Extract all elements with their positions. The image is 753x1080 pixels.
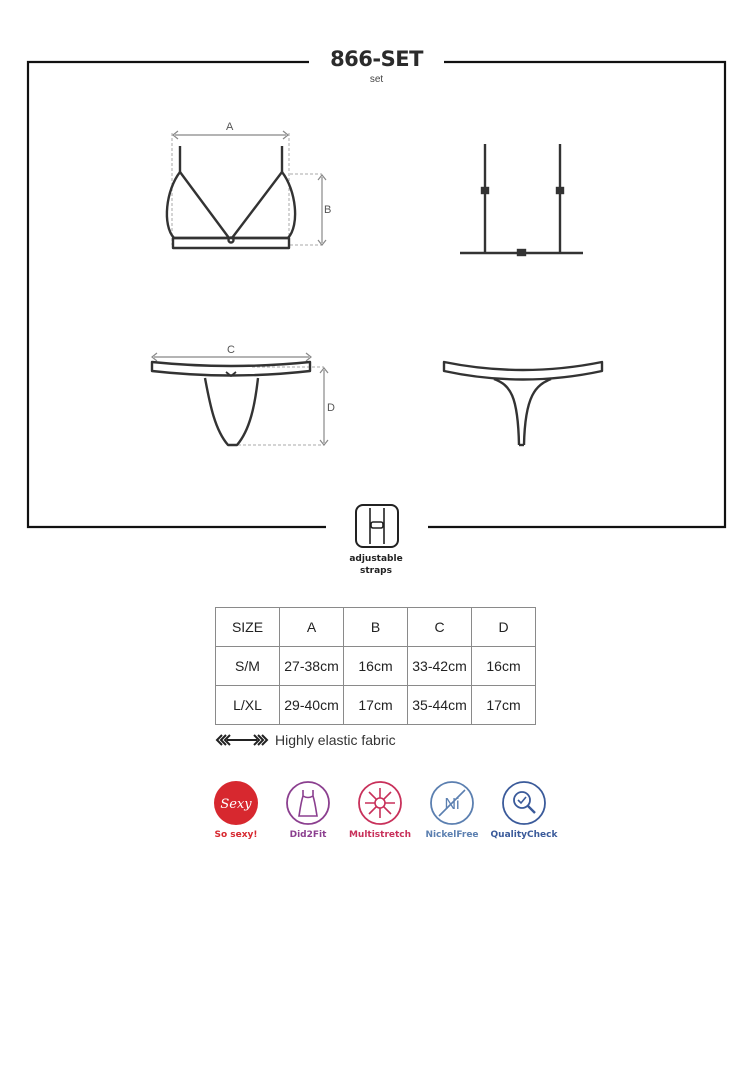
multistretch-icon xyxy=(357,780,403,826)
badge-label: Did2Fit xyxy=(289,830,327,840)
dress-icon xyxy=(285,780,331,826)
header-cell: SIZE xyxy=(216,608,280,647)
table-row xyxy=(216,647,536,686)
thong-back-drawing xyxy=(444,362,602,445)
badge-label: Multistretch xyxy=(348,830,412,840)
table-cell: S/M xyxy=(216,647,280,686)
elastic-fabric-note xyxy=(215,731,396,749)
nickel-icon-text: Ni xyxy=(444,796,460,813)
adjustable-straps-label: adjustable straps xyxy=(349,554,403,576)
table-cell: 16cm xyxy=(472,647,536,686)
elastic-fabric-text: Highly elastic fabric xyxy=(275,732,396,748)
quality-check-icon xyxy=(501,780,547,826)
table-cell: 33-42cm xyxy=(408,647,472,686)
badge-quality-check xyxy=(488,780,560,840)
product-title: 866-SET xyxy=(330,47,423,71)
nickel-free-icon xyxy=(429,780,475,826)
badge-so-sexy xyxy=(200,780,272,840)
bra-front-drawing xyxy=(167,131,326,248)
header-cell: B xyxy=(344,608,408,647)
dimension-label-d: D xyxy=(327,402,335,414)
thong-front-drawing xyxy=(152,353,328,445)
table-cell: 17cm xyxy=(344,686,408,725)
badge-label: QualityCheck xyxy=(490,830,558,840)
table-cell: 29-40cm xyxy=(280,686,344,725)
feature-badges xyxy=(200,780,560,840)
header-cell: C xyxy=(408,608,472,647)
header-cell: D xyxy=(472,608,536,647)
product-type: set xyxy=(369,74,384,85)
table-row xyxy=(216,686,536,725)
size-table xyxy=(215,607,536,725)
badge-label: So sexy! xyxy=(214,830,258,840)
table-cell: 27-38cm xyxy=(280,647,344,686)
badge-label: NickelFree xyxy=(425,830,479,840)
adjustable-straps-icon xyxy=(356,505,398,547)
header-cell: A xyxy=(280,608,344,647)
elastic-arrows-icon xyxy=(215,733,269,747)
dimension-label-b: B xyxy=(324,204,332,216)
table-header-row xyxy=(216,608,536,647)
table-cell: 35-44cm xyxy=(408,686,472,725)
dimension-label-c: C xyxy=(227,344,235,356)
table-cell: 16cm xyxy=(344,647,408,686)
badge-did2fit xyxy=(272,780,344,840)
sexy-icon xyxy=(213,780,259,826)
dimension-label-a: A xyxy=(226,121,234,133)
table-cell: L/XL xyxy=(216,686,280,725)
table-cell: 17cm xyxy=(472,686,536,725)
badge-multistretch xyxy=(344,780,416,840)
badge-nickel-free xyxy=(416,780,488,840)
bra-back-drawing xyxy=(460,144,583,255)
frame-border xyxy=(28,62,725,527)
sexy-icon-text: Sexy xyxy=(220,797,252,812)
